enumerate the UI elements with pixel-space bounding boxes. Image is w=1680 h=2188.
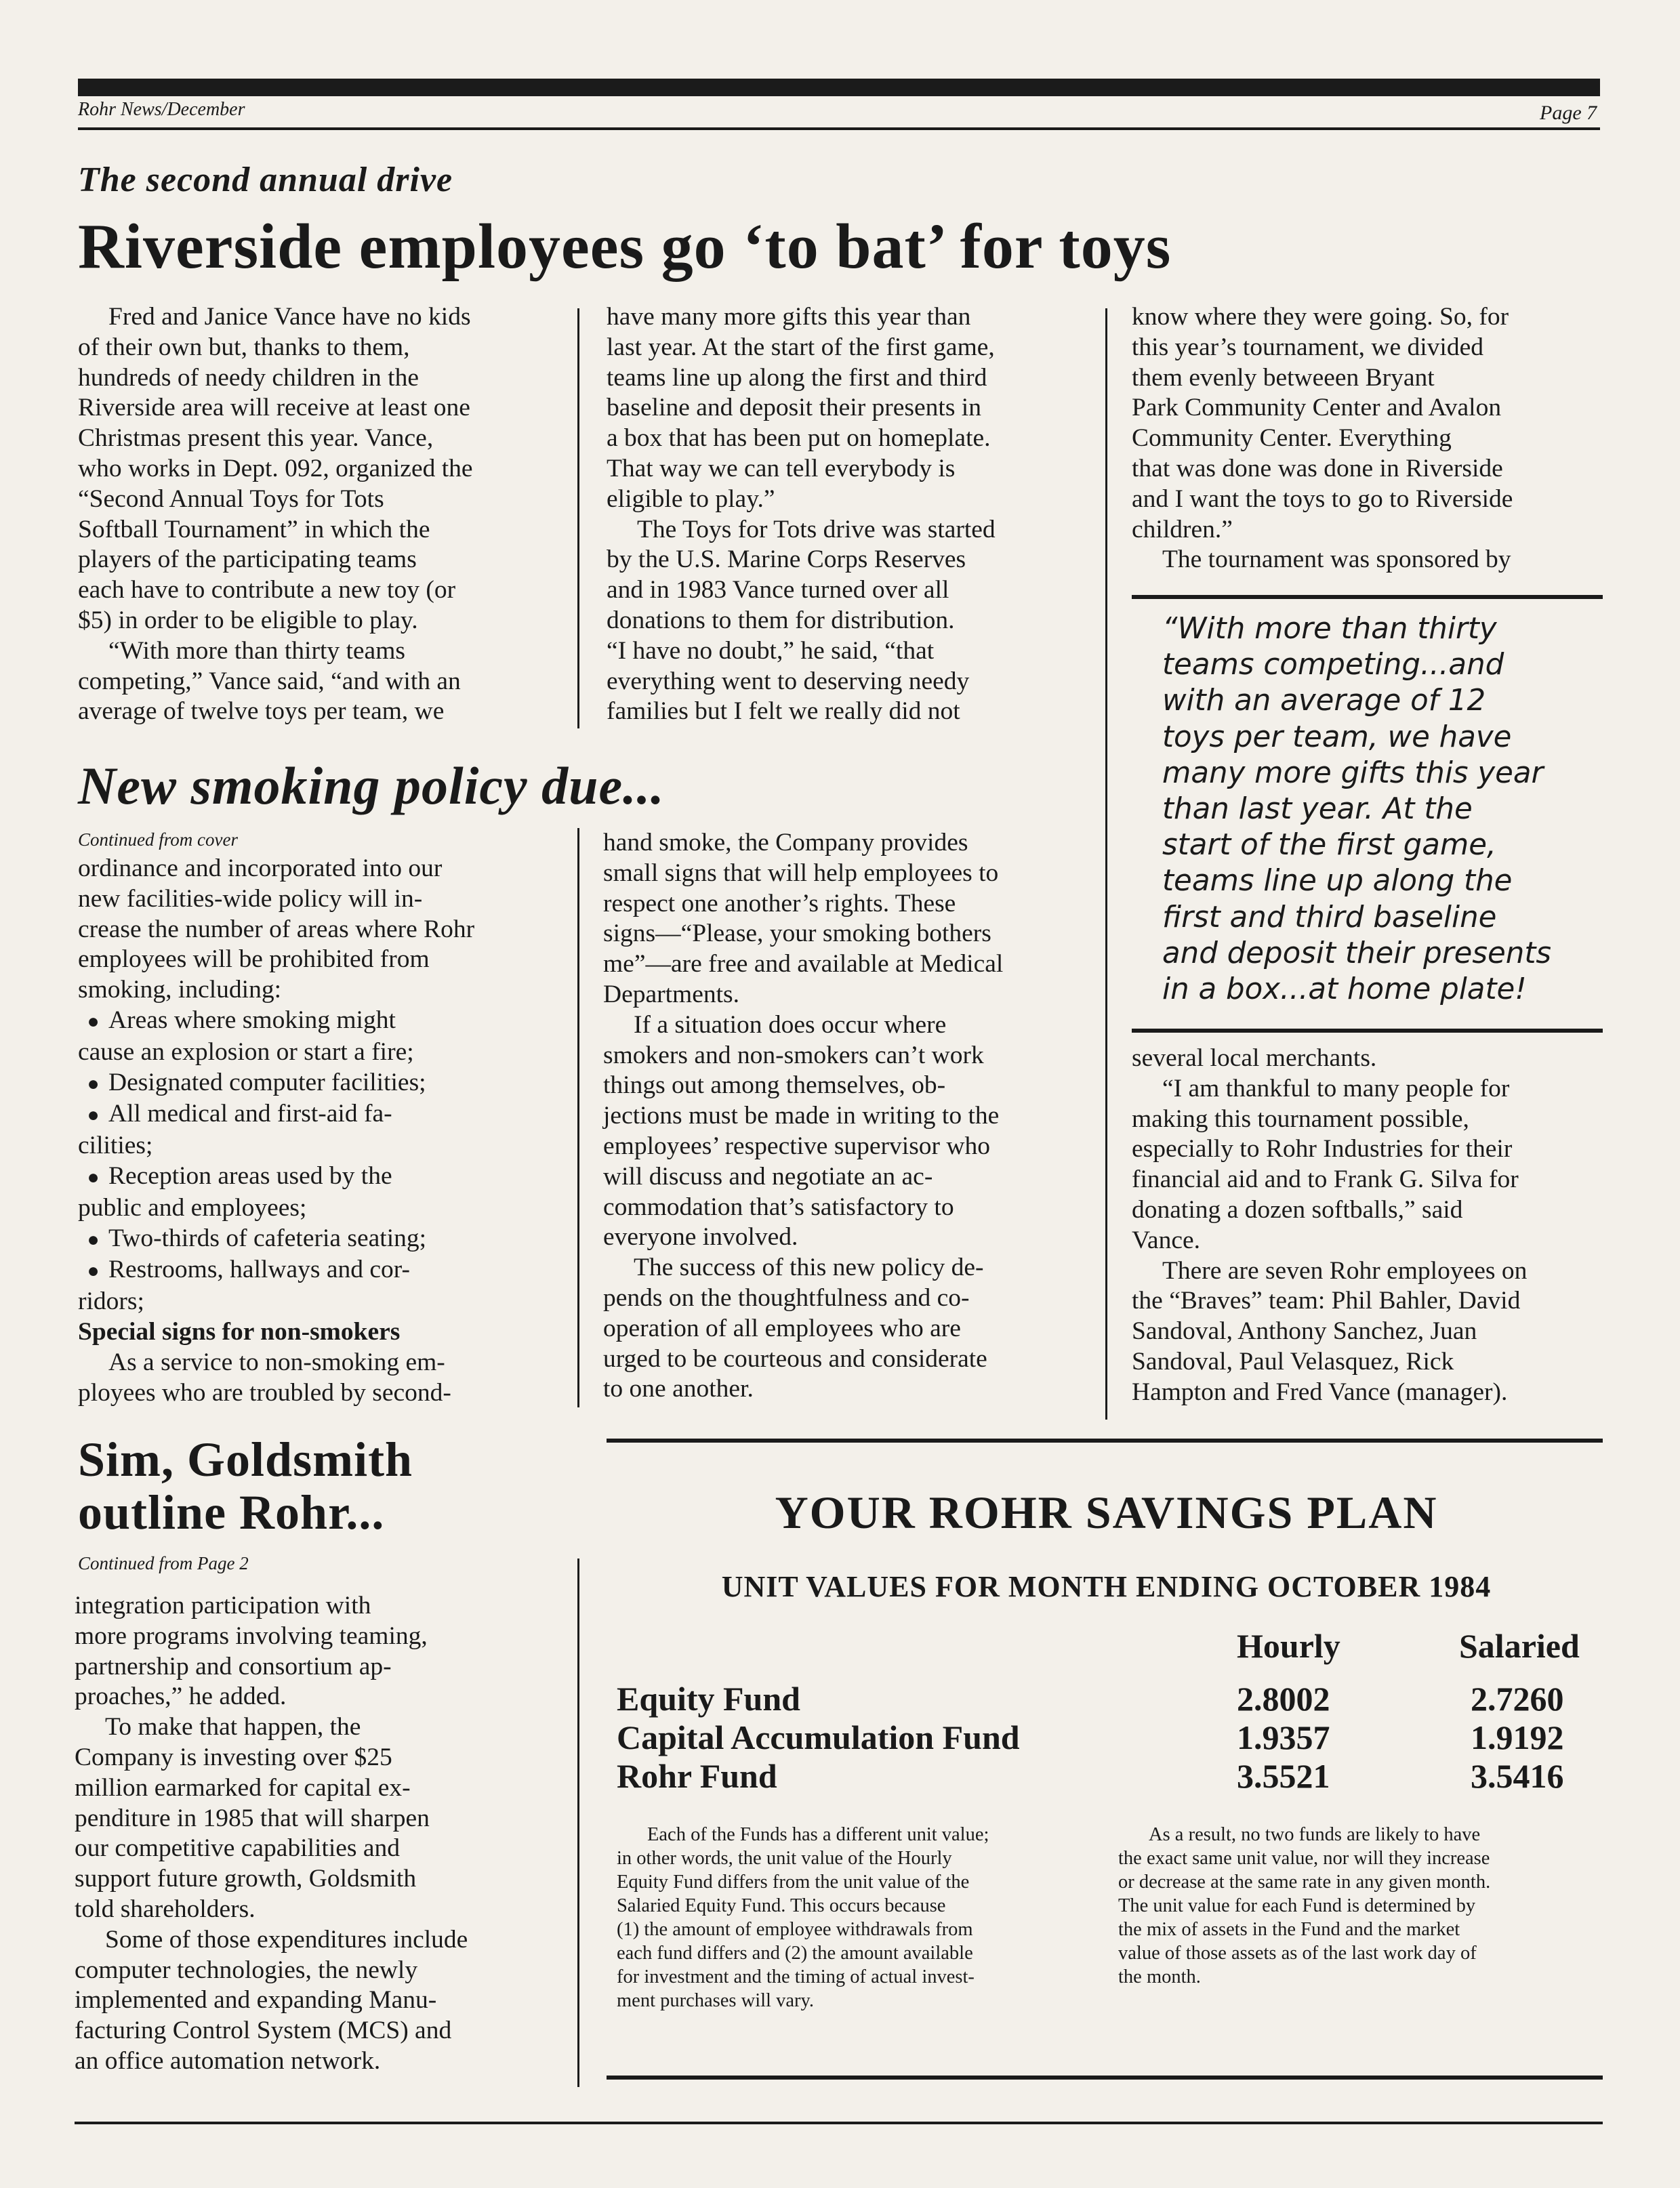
article1-column-3-bottom	[1132, 1044, 1606, 1408]
text-line: respect one another’s rights. These	[603, 889, 956, 917]
table-row	[617, 1718, 1599, 1757]
text-line: Some of those expenditures include	[105, 1925, 468, 1954]
note-line: each fund differs and (2) the amount available	[617, 1943, 973, 1964]
text-line: ordinance and incorporated into our	[78, 854, 443, 882]
text-line: computer technologies, the newly	[75, 1956, 418, 1984]
text-line: penditure in 1985 that will sharpen	[75, 1804, 430, 1832]
text-line: Softball Tournament” in which the	[78, 515, 430, 543]
footer-rule	[75, 2122, 1603, 2124]
continued-note: Continued from Page 2	[78, 1553, 249, 1573]
text-line: “I am thankful to many people for	[1162, 1074, 1510, 1102]
quote-line: with an average of 12	[1162, 684, 1486, 718]
list-item-text: Designated computer facilities;	[108, 1068, 426, 1096]
text-line: will discuss and negotiate an ac-	[603, 1162, 933, 1191]
text-line: me”—are free and available at Medical	[603, 950, 1004, 978]
salaried-value: 3.5416	[1471, 1757, 1564, 1795]
list-item-text: Restrooms, hallways and cor-	[108, 1256, 410, 1284]
bullet-icon: ●	[87, 1010, 100, 1033]
text-line: new facilities-wide policy will in-	[78, 884, 423, 913]
article-kicker: The second annual drive	[78, 161, 453, 199]
column-rule	[577, 1559, 579, 2087]
quote-line: teams line up along the	[1162, 864, 1513, 899]
article1-column-1	[78, 302, 552, 727]
text-line: integration participation with	[75, 1592, 371, 1619]
text-line: Hampton and Fred Vance (manager).	[1132, 1378, 1508, 1406]
text-line: the “Braves” team: Phil Bahler, David	[1132, 1287, 1521, 1315]
text-line: ployees who are troubled by second-	[78, 1378, 451, 1407]
text-line: employees will be prohibited from	[78, 945, 430, 974]
list-item-text: Two-thirds of cafeteria seating;	[108, 1224, 427, 1252]
salaried-value: 1.9192	[1471, 1718, 1564, 1756]
text-line: by the U.S. Marine Corps Reserves	[607, 545, 966, 574]
bullet-icon: ●	[87, 1072, 100, 1095]
text-line: The Toys for Tots drive was started	[637, 515, 996, 543]
savings-box-rule-top	[607, 1439, 1603, 1443]
bullet-icon: ●	[87, 1260, 100, 1283]
note-line: Each of the Funds has a different unit value;	[647, 1824, 989, 1845]
list-item	[78, 1068, 552, 1100]
text-line: cause an explosion or start a fire;	[78, 1037, 414, 1066]
list-item	[78, 1099, 552, 1131]
text-line: Sandoval, Paul Velasquez, Rick	[1132, 1347, 1454, 1376]
note-line: (1) the amount of employee withdrawals from	[617, 1919, 973, 1940]
bullet-icon: ●	[87, 1165, 100, 1189]
text-line: crease the number of areas where Rohr	[78, 915, 475, 943]
publication-name: Rohr News/December	[78, 99, 245, 120]
fund-name: Capital Accumulation Fund	[617, 1718, 1020, 1756]
text-line: each have to contribute a new toy (or	[78, 576, 456, 604]
quote-line: in a box...at home plate!	[1162, 972, 1527, 1007]
note-line: for investment and the timing of actual invest-	[617, 1966, 975, 1987]
note-line: the month.	[1118, 1966, 1201, 1987]
text-line: know where they were going. So, for	[1132, 303, 1509, 331]
text-line: teams line up along the first and third	[607, 363, 987, 392]
text-line: baseline and deposit their presents in	[607, 394, 981, 422]
text-line: “Second Annual Toys for Tots	[78, 484, 384, 513]
headline-line: outline Rohr...	[78, 1485, 385, 1540]
quote-line: start of the first game,	[1162, 828, 1496, 863]
text-line: The tournament was sponsored by	[1162, 545, 1511, 574]
list-item	[78, 1255, 552, 1287]
savings-plan-subtitle: UNIT VALUES FOR MONTH ENDING OCTOBER 1984	[721, 1570, 1492, 1603]
text-line: hundreds of needy children in the	[78, 363, 419, 392]
text-line: operation of all employees who are	[603, 1314, 961, 1342]
text-line: average of twelve toys per team, we	[78, 697, 445, 726]
text-line: families but I felt we really did not	[607, 697, 960, 726]
list-item	[78, 1161, 552, 1193]
table-row	[617, 1756, 1599, 1796]
list-item	[78, 1006, 552, 1037]
text-line: urged to be courteous and considerate	[603, 1344, 987, 1373]
text-line: more programs involving teaming,	[75, 1622, 428, 1650]
quote-line: first and third baseline	[1162, 900, 1497, 934]
text-line: making this tournament possible,	[1132, 1105, 1469, 1133]
text-line: commodation that’s satisfactory to	[603, 1193, 954, 1221]
list-item	[78, 1224, 552, 1256]
text-line: pends on the thoughtfulness and co-	[603, 1283, 970, 1312]
continued-note: Continued from cover	[78, 829, 238, 850]
note-line: Salaried Equity Fund. This occurs because	[617, 1895, 946, 1916]
hourly-value: 1.9357	[1237, 1718, 1330, 1756]
text-line: cilities;	[78, 1132, 153, 1160]
text-line: eligible to play.”	[607, 484, 775, 513]
text-line: jections must be made in writing to the	[603, 1102, 1000, 1130]
text-line: donations to them for distribution.	[607, 606, 955, 634]
quote-line: “With more than thirty	[1162, 612, 1497, 646]
text-line: donating a dozen softballs,” said	[1132, 1195, 1463, 1224]
text-line: smokers and non-smokers can’t work	[603, 1041, 984, 1069]
text-line: Community Center. Everything	[1132, 424, 1452, 453]
bullet-icon: ●	[87, 1228, 100, 1251]
quote-line: many more gifts this year	[1162, 756, 1544, 790]
table-row	[617, 1679, 1599, 1718]
column-rule	[577, 308, 579, 728]
text-line: children.”	[1132, 515, 1233, 543]
text-line: several local merchants.	[1132, 1044, 1377, 1072]
text-line: last year. At the start of the first game,	[607, 333, 995, 361]
fund-name: Rohr Fund	[617, 1757, 777, 1795]
text-line: to one another.	[603, 1375, 754, 1403]
article-headline: Riverside employees go ‘to bat’ for toys	[78, 211, 1172, 282]
column-header-hourly: Hourly	[1237, 1627, 1340, 1665]
column-rule	[1105, 308, 1107, 1420]
text-line: smoking, including:	[78, 976, 281, 1004]
headline-line: Sim, Goldsmith	[78, 1432, 413, 1487]
text-line: “With more than thirty teams	[108, 636, 405, 665]
text-line: The success of this new policy de-	[634, 1254, 984, 1282]
text-line: Vance.	[1132, 1226, 1200, 1254]
note-line: value of those assets as of the last work day of	[1118, 1943, 1477, 1964]
goldsmith-headline	[78, 1433, 413, 1539]
quote-line: and deposit their presents	[1162, 936, 1552, 970]
article1-column-2	[607, 302, 1088, 727]
text-line: “I have no doubt,” he said, “that	[607, 636, 935, 665]
savings-note-right	[1118, 1823, 1599, 1989]
note-line: ment purchases will vary.	[617, 1990, 814, 2011]
text-line: implemented and expanding Manu-	[75, 1986, 437, 2015]
text-line: million earmarked for capital ex-	[75, 1773, 411, 1802]
pullquote-rule-bottom	[1132, 1029, 1603, 1033]
text-line: Riverside area will receive at least one	[78, 394, 470, 422]
note-line: As a result, no two funds are likely to have	[1149, 1824, 1481, 1845]
smoking-policy-headline: New smoking policy due...	[78, 756, 665, 815]
article2-column-2	[603, 828, 1091, 1405]
article1-column-3-top	[1132, 302, 1606, 575]
salaried-value: 2.7260	[1471, 1680, 1564, 1718]
text-line: a box that has been put on homeplate.	[607, 424, 991, 453]
column-header-salaried: Salaried	[1459, 1627, 1580, 1665]
text-line: employees’ respective supervisor who	[603, 1132, 990, 1160]
text-line: partnership and consortium ap-	[75, 1652, 392, 1680]
note-line: the mix of assets in the Fund and the market	[1118, 1919, 1460, 1940]
text-line: There are seven Rohr employees on	[1162, 1256, 1528, 1285]
text-line: things out among themselves, ob-	[603, 1071, 946, 1100]
quote-line: toys per team, we have	[1162, 720, 1512, 754]
fund-name: Equity Fund	[617, 1680, 800, 1718]
subheading: Special signs for non-smokers	[78, 1317, 401, 1346]
text-line: As a service to non-smoking em-	[108, 1348, 445, 1376]
text-line: signs—“Please, your smoking bothers	[603, 920, 991, 948]
text-line: proaches,” he added.	[75, 1683, 287, 1711]
article3-body	[75, 1591, 576, 2077]
text-line: $5) in order to be eligible to play.	[78, 606, 418, 634]
text-line: small signs that will help employees to	[603, 859, 999, 887]
list-item-text: Areas where smoking might	[108, 1006, 396, 1034]
savings-note-left	[617, 1823, 1105, 2012]
text-line: hand smoke, the Company provides	[603, 829, 968, 856]
header-rule	[78, 127, 1600, 130]
text-line: especially to Rohr Industries for their	[1132, 1135, 1513, 1163]
pullquote-rule-top	[1132, 595, 1603, 599]
savings-plan-title: YOUR ROHR SAVINGS PLAN	[775, 1487, 1438, 1538]
list-item-text: Reception areas used by the	[108, 1161, 392, 1190]
text-line: Departments.	[603, 980, 739, 1008]
article2-column-1	[78, 854, 552, 1408]
text-line: players of the participating teams	[78, 545, 417, 574]
text-line: financial aid and to Frank G. Silva for	[1132, 1165, 1519, 1194]
text-line: everything went to deserving needy	[607, 667, 970, 695]
hourly-value: 3.5521	[1237, 1757, 1330, 1795]
text-line: and in 1983 Vance turned over all	[607, 576, 949, 604]
text-line: That way we can tell everybody is	[607, 454, 956, 482]
text-line: told shareholders.	[75, 1895, 255, 1923]
note-line: Equity Fund differs from the unit value of the	[617, 1872, 970, 1893]
list-item-text: All medical and first-aid fa-	[108, 1100, 392, 1128]
text-line: To make that happen, the	[105, 1713, 361, 1741]
text-line: competing,” Vance said, “and with an	[78, 667, 461, 695]
text-line: everyone involved.	[603, 1223, 798, 1252]
quote-line: than last year. At the	[1162, 792, 1473, 827]
text-line: Christmas present this year. Vance,	[78, 424, 434, 453]
text-line: and I want the toys to go to Riverside	[1132, 484, 1513, 513]
note-line: in other words, the unit value of the Hourly	[617, 1848, 952, 1869]
text-line: our competitive capabilities and	[75, 1834, 401, 1863]
page-number: Page 7	[1540, 102, 1597, 124]
text-line: this year’s tournament, we divided	[1132, 333, 1483, 361]
text-line: an office automation network.	[75, 2046, 381, 2075]
column-rule	[577, 828, 579, 1407]
text-line: Sandoval, Anthony Sanchez, Juan	[1132, 1317, 1477, 1346]
text-line: facturing Control System (MCS) and	[75, 2017, 452, 2045]
note-line: the exact same unit value, nor will they increase	[1118, 1848, 1490, 1869]
header-bar	[78, 79, 1600, 96]
hourly-value: 2.8002	[1237, 1680, 1330, 1718]
text-line: that was done was done in Riverside	[1132, 454, 1503, 482]
text-line: Park Community Center and Avalon	[1132, 394, 1502, 422]
text-line: If a situation does occur where	[634, 1010, 947, 1039]
quote-line: teams competing...and	[1162, 648, 1504, 682]
text-line: Company is investing over $25	[75, 1743, 392, 1771]
pull-quote	[1162, 611, 1603, 1008]
text-line: them evenly betweeen Bryant	[1132, 363, 1435, 392]
note-line: The unit value for each Fund is determined by	[1118, 1895, 1476, 1916]
bullet-icon: ●	[87, 1104, 100, 1127]
text-line: ridors;	[78, 1287, 144, 1316]
text-line: of their own but, thanks to them,	[78, 333, 410, 361]
text-line: public and employees;	[78, 1193, 307, 1222]
savings-box-rule-bottom	[607, 2076, 1603, 2080]
text-line: Fred and Janice Vance have no kids	[108, 303, 471, 331]
text-line: who works in Dept. 092, organized the	[78, 454, 473, 482]
note-line: or decrease at the same rate in any given month.	[1118, 1872, 1491, 1893]
text-line: support future growth, Goldsmith	[75, 1865, 417, 1893]
text-line: have many more gifts this year than	[607, 303, 971, 331]
